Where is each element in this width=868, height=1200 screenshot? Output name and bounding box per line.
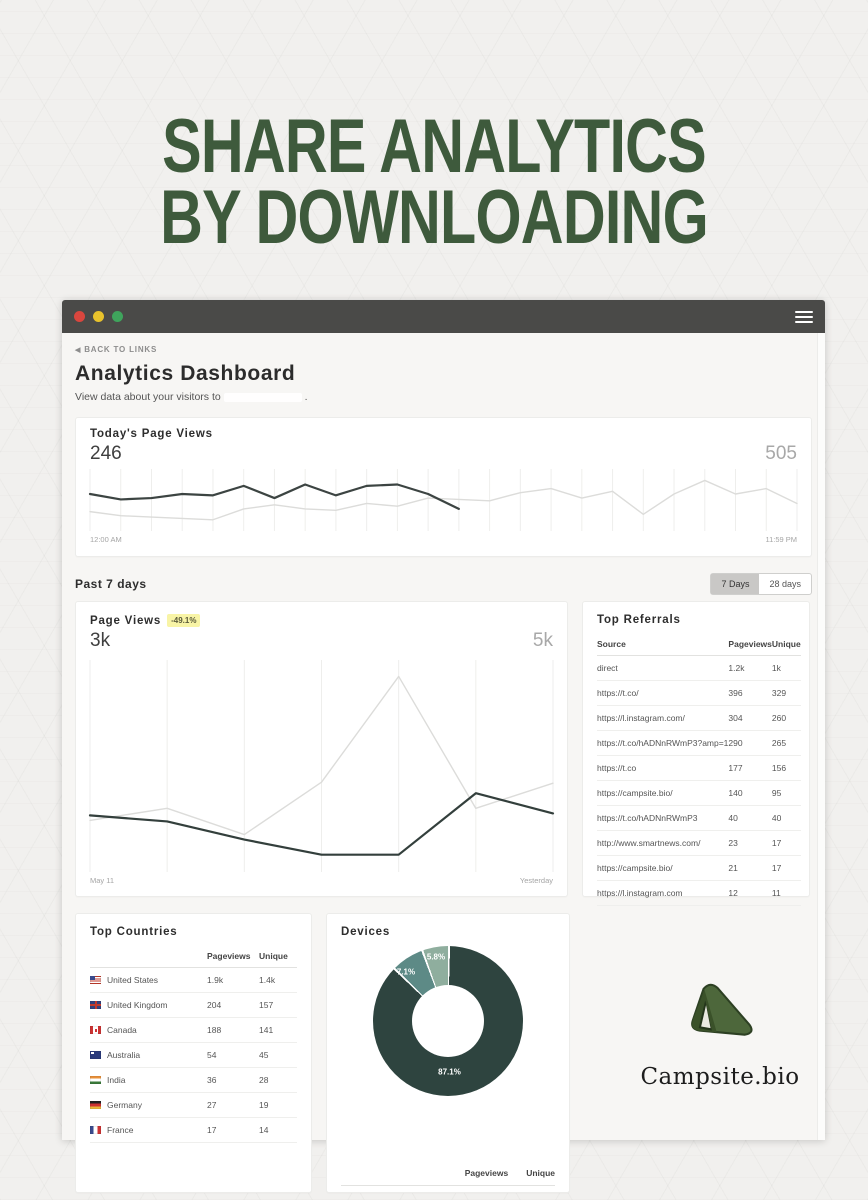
country-pageviews: 36	[207, 1068, 259, 1093]
devices-card	[326, 913, 570, 1193]
col-unique: Unique	[772, 634, 801, 656]
col-unique: Unique	[526, 1168, 555, 1178]
table-row	[597, 706, 801, 731]
table-row	[90, 968, 297, 993]
referral-source: https://t.co	[597, 756, 728, 781]
referral-unique: 156	[772, 756, 801, 781]
referral-pageviews: 40	[728, 806, 771, 831]
referral-unique: 17	[772, 831, 801, 856]
country-name: United States	[107, 975, 159, 985]
referral-unique: 1k	[772, 656, 801, 681]
table-row	[90, 1118, 297, 1143]
campsite-tent-icon	[679, 975, 761, 1055]
todays-pageviews-title: Today's Page Views	[90, 428, 213, 440]
week-axis-end: Yesterday	[519, 876, 553, 885]
country-name: India	[107, 1075, 126, 1085]
referral-pageviews: 23	[728, 831, 771, 856]
country-unique: 1.4k	[259, 968, 297, 993]
poster-title	[0, 104, 868, 260]
referral-source: https://l.instagram.com	[597, 881, 728, 906]
col-pageviews: Pageviews	[464, 1168, 509, 1178]
window-close-button[interactable]	[74, 311, 85, 322]
table-row	[597, 806, 801, 831]
table-row	[90, 993, 297, 1018]
country-unique: 157	[259, 993, 297, 1018]
top-countries-title: Top Countries	[90, 926, 178, 938]
compare-total-value: 505	[765, 443, 797, 464]
country-name: Canada	[107, 1025, 137, 1035]
table-row	[597, 831, 801, 856]
top-referrals-title: Top Referrals	[597, 614, 681, 626]
window-zoom-button[interactable]	[112, 311, 123, 322]
devices-donut-chart	[373, 946, 523, 1096]
back-link-label: BACK TO LINKS	[84, 345, 158, 354]
country-flag-icon	[90, 1026, 101, 1034]
menu-icon[interactable]	[795, 308, 813, 326]
referral-unique: 265	[772, 731, 801, 756]
country-flag-icon	[90, 1076, 101, 1084]
country-name: United Kingdom	[107, 1000, 168, 1010]
country-unique: 19	[259, 1093, 297, 1118]
country-cell	[90, 1068, 207, 1093]
col-source: Source	[597, 634, 728, 656]
country-unique: 28	[259, 1068, 297, 1093]
week-axis-start: May 11	[90, 876, 115, 885]
referral-unique: 260	[772, 706, 801, 731]
page-subtitle	[75, 391, 812, 403]
country-unique: 14	[259, 1118, 297, 1143]
referral-unique: 329	[772, 681, 801, 706]
table-row	[597, 781, 801, 806]
col-unique: Unique	[259, 946, 297, 968]
country-pageviews: 54	[207, 1043, 259, 1068]
referral-pageviews: 290	[728, 731, 771, 756]
referral-unique: 95	[772, 781, 801, 806]
referral-source: https://campsite.bio/	[597, 856, 728, 881]
country-name: France	[107, 1125, 134, 1135]
donut-label-desktop: 7.1%	[396, 967, 416, 976]
referral-source: https://t.co/	[597, 681, 728, 706]
referral-unique: 40	[772, 806, 801, 831]
donut-label-tablet: 5.8%	[426, 952, 446, 961]
pageviews-right-value: 5k	[532, 630, 553, 651]
back-arrow-icon: ◀	[75, 347, 82, 354]
country-flag-icon	[90, 1126, 101, 1134]
period-label: Past 7 days	[75, 577, 147, 591]
country-name: Australia	[107, 1050, 141, 1060]
country-cell	[90, 1043, 207, 1068]
referral-source: https://t.co/hADNnRWmP3?amp=1	[597, 731, 728, 756]
table-row	[597, 881, 801, 906]
countries-table	[90, 946, 297, 1143]
col-pageviews: Pageviews	[207, 946, 259, 968]
country-unique: 45	[259, 1043, 297, 1068]
pageviews-left-value: 3k	[90, 630, 111, 651]
country-pageviews: 27	[207, 1093, 259, 1118]
today-line-chart	[90, 469, 797, 531]
referral-pageviews: 140	[728, 781, 771, 806]
referrals-table	[597, 634, 801, 906]
country-unique: 141	[259, 1018, 297, 1043]
referral-pageviews: 1.2k	[728, 656, 771, 681]
referral-pageviews: 177	[728, 756, 771, 781]
referral-source: https://l.instagram.com/	[597, 706, 728, 731]
country-flag-icon	[90, 1101, 101, 1109]
subtitle-text: View data about your visitors to	[75, 391, 221, 403]
country-pageviews: 204	[207, 993, 259, 1018]
toggle-28-days[interactable]: 28 days	[769, 579, 801, 589]
pageviews-card	[75, 601, 568, 897]
country-cell	[90, 1093, 207, 1118]
period-toggle-group	[710, 573, 812, 595]
toggle-7-days[interactable]: 7 Days	[711, 574, 759, 594]
table-row	[90, 1018, 297, 1043]
subtitle-period: .	[304, 391, 308, 403]
table-row	[90, 1093, 297, 1118]
country-flag-icon	[90, 1001, 101, 1009]
table-row	[597, 731, 801, 756]
back-to-links-link[interactable]	[75, 345, 812, 354]
referral-pageviews: 396	[728, 681, 771, 706]
col-pageviews: Pageviews	[728, 634, 771, 656]
country-pageviews: 188	[207, 1018, 259, 1043]
referral-source: http://www.smartnews.com/	[597, 831, 728, 856]
country-pageviews: 17	[207, 1118, 259, 1143]
country-cell	[90, 993, 207, 1018]
country-cell	[90, 1018, 207, 1043]
today-total-value: 246	[90, 443, 122, 464]
donut-label-mobile: 87.1%	[438, 1067, 461, 1077]
referral-pageviews: 21	[728, 856, 771, 881]
table-row	[90, 1068, 297, 1093]
table-row	[597, 856, 801, 881]
redacted-username	[224, 393, 302, 402]
referral-source: https://t.co/hADNnRWmP3	[597, 806, 728, 831]
country-pageviews: 1.9k	[207, 968, 259, 993]
browser-title-bar	[62, 300, 825, 333]
referral-pageviews: 12	[728, 881, 771, 906]
referral-unique: 11	[772, 881, 801, 906]
page-title: Analytics Dashboard	[75, 362, 296, 385]
table-row	[90, 1043, 297, 1068]
today-axis-start: 12:00 AM	[90, 535, 122, 544]
country-name: Germany	[107, 1100, 142, 1110]
top-referrals-card	[582, 601, 810, 897]
devices-title: Devices	[341, 926, 391, 938]
col-country	[90, 946, 207, 968]
change-badge: -49.1%	[167, 614, 200, 627]
table-row	[597, 756, 801, 781]
referral-unique: 17	[772, 856, 801, 881]
referral-pageviews: 304	[728, 706, 771, 731]
scrollbar[interactable]	[817, 333, 825, 1140]
campsite-logo	[640, 975, 800, 1090]
week-line-chart	[90, 660, 553, 872]
top-countries-card	[75, 913, 312, 1193]
table-row	[597, 656, 801, 681]
window-minimize-button[interactable]	[93, 311, 104, 322]
referral-source: direct	[597, 656, 728, 681]
country-cell	[90, 968, 207, 993]
country-cell	[90, 1118, 207, 1143]
poster-title-line2: BY DOWNLOADING	[160, 174, 708, 260]
table-row	[597, 681, 801, 706]
poster-title-line1: SHARE ANALYTICS	[162, 104, 706, 189]
todays-pageviews-card	[75, 417, 812, 557]
devices-table-header	[341, 1162, 555, 1186]
country-flag-icon	[90, 976, 101, 984]
pageviews-title: Page Views	[90, 614, 162, 627]
campsite-logo-text: Campsite.bio	[640, 1064, 800, 1090]
today-axis-end: 11:59 PM	[765, 535, 797, 544]
referral-source: https://campsite.bio/	[597, 781, 728, 806]
country-flag-icon	[90, 1051, 101, 1059]
